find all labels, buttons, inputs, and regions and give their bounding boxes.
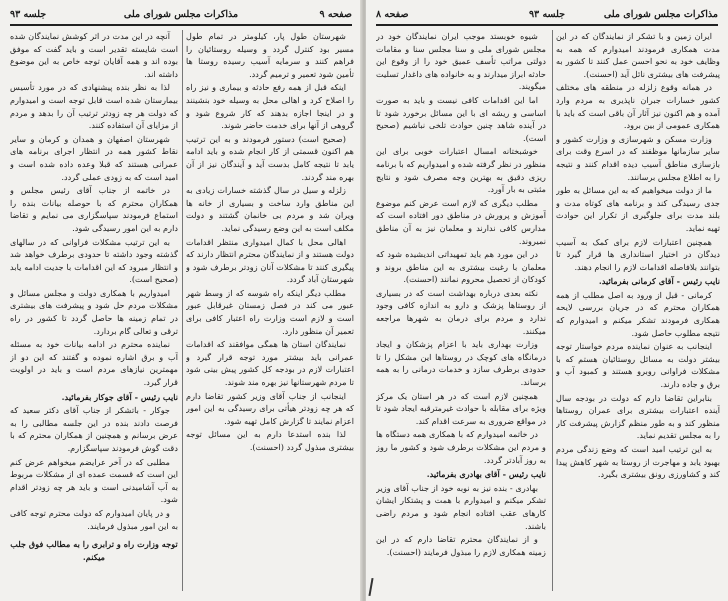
paragraph: آنچه در این مدت در اثر کوشش نمایندگان شده است شایسته تقدیر است و باید گفت که موفق بوده اند و همه آقایان توجه خاص به این موضوع داشته اند.	[10, 31, 178, 79]
paragraph: نمایندگان استان ها همگی موافقند که اقدامات عمرانی باید بیشتر مورد توجه قرار گیرد و اعتبارات لازم در بودجه کل کشور پیش بینی شود تا مردم شهرستانها نیز بهره مند شوند.	[186, 339, 354, 388]
left-page-number: صفحه ۹	[319, 9, 352, 20]
paragraph: جوکار - باتشکر از جناب آقای دکتر سعید که فرصت دادند بنده در این جلسه مطالبی را به عرض برسانم و همچنین از همکاران محترم که با دقت گوش فرمودند سپاسگزارم.	[10, 405, 178, 453]
paragraph: لذا به نظر بنده پیشنهادی که در مورد تأسیس بیمارستان شده است قابل توجه است و امیدوارم که دولت هر چه زودتر ترتیب آن را بدهد و مردم از مزایای آن استفاده کنند.	[10, 82, 178, 131]
paragraph: همچنین اعتبارات لازم برای کمک به آسیب دیدگان در اختیار استانداری ها قرار گیرد تا بتوانند بلافاصله اقدامات لازم را انجام دهند.	[556, 236, 720, 272]
left-page-title: مذاکرات مجلس شورای ملی	[123, 9, 239, 20]
right-page	[366, 0, 728, 601]
paragraph: نکته بعدی درباره بهداشت است که در بسیاری از روستاها پزشک و دارو به اندازه کافی وجود ندارد و مردم برای درمان به شهرها مراجعه میکنند.	[376, 287, 546, 336]
paragraph: وزارت مسکن و شهرسازی و وزارت کشور و سایر سازمانها موظفند که در اسرع وقت برای بازسازی مناطق آسیب دیده اقدام کنند و نتیجه را به اطلاع مجلس برسانند.	[556, 133, 720, 182]
paragraph: مطلبی که در آخر عرایضم میخواهم عرض کنم این است که قسمت عمده ای از مشکلات مربوط به آب آشامیدنی است و باید هر چه زودتر اقدام شود.	[10, 456, 178, 505]
paragraph: اهالی محل با کمال امیدواری منتظر اقدامات دولت هستند و از نمایندگان محترم انتظار دارند که پیگیری کنند تا مشکلات آنان زودتر برطرف شود و شهرستان آباد گردد.	[186, 236, 354, 285]
paragraph: شهرستان طول پار، کیلومتر در تمام طول مسیر بود کنترل گردد و وسیله روستائیان را فراهم کنند و سرمایه آسیب رسیده روستا ها تأمین شود تعمیر و ترمیم گردد.	[186, 31, 354, 79]
paragraph: و در پایان امیدوارم که دولت محترم توجه کافی به این امور مبذول فرمایند.	[10, 507, 178, 531]
paragraph: در این مورد هم باید تمهیداتی اندیشیده شود که معلمان با رغبت بیشتری به این مناطق بروند و کودکان از تحصیل محروم نمانند (احسنت).	[376, 249, 546, 285]
paragraph: شهرستان اصفهان و همدان و کرمان و سایر نقاط کشور همه در انتظار اجرای برنامه های عمرانی هستند که قبلا وعده داده شده است و امید است که به زودی عملی گردد.	[10, 133, 178, 182]
paragraph: لذا بنده استدعا دارم به این مسائل توجه بیشتری مبذول گردد (احسنت).	[186, 429, 354, 452]
paragraph: در خاتمه امیدوارم که با همکاری همه دستگاه ها و مردم این مشکلات برطرف شود و کشور ما روز به روز آبادتر گردد.	[376, 429, 546, 465]
paragraph: کرمانی - قبل از ورود به اصل مطلب از همه همکاران محترم که در جریان بررسی لایحه همکاری فرمودند تشکر میکنم و امیدوارم که نتیجه مطلوب حاصل شود.	[556, 289, 720, 338]
paragraph: و از نمایندگان محترم تقاضا دارم که در این زمینه همکاری لازم را مبذول فرمایند (احسنت).	[376, 534, 546, 557]
paragraph: به این ترتیب مشکلات فراوانی که در سالهای گذشته وجود داشته تا حدودی برطرف خواهد شد و انتظار میرود که این اقدامات با جدیت ادامه یابد (صحیح است).	[10, 236, 178, 285]
paragraph: همچنین لازم است که در هر استان یک مرکز ویژه برای مقابله با حوادث غیرمترقبه ایجاد شود تا در مواقع ضروری به سرعت اقدام کند.	[376, 390, 546, 426]
paragraph: بهادری - بنده نیز به نوبه خود از جناب آقای وزیر تشکر میکنم و امیدوارم با همت و پشتکار ایشان کارهای عقب افتاده انجام شود و مردم راضی باشند.	[376, 482, 546, 531]
paragraph: ایران زمین و با تشکر از نمایندگان که در این مدت همکاری فرمودند امیدوارم که همه به وظایف خود به نحو احسن عمل کنند تا کشور به پیشرفت های بیشتری نائل آید (احسنت).	[556, 31, 720, 79]
left-page-right-column	[186, 30, 354, 593]
paragraph: ما از دولت میخواهیم که به این مسائل به طور جدی رسیدگی کند و برنامه های کوتاه مدت و بلند مدت برای جلوگیری از تکرار این حوادث تهیه نماید.	[556, 185, 720, 233]
speaker-heading: نایب رئیس - آقای بهادری بفرمائید.	[426, 469, 546, 480]
paragraph: زلزله و سیل در سال گذشته خسارات زیادی به این مناطق وارد ساخت و بسیاری از خانه ها ویران شد و مردم بی خانمان گشتند و دولت مکلف است به این وضع رسیدگی نماید.	[186, 185, 354, 233]
pen-mark	[368, 578, 373, 596]
left-page	[0, 0, 362, 601]
right-page-column-rule	[552, 30, 553, 591]
left-page-column-rule	[182, 30, 183, 591]
page-footer-note: توجه وزارت راه و ترابری را به مطالب فوق جلب میکنم.	[10, 539, 178, 562]
paragraph: مطلب دیگر اینکه راه شوسه که از وسط شهر عبور می کند در فصل زمستان غیرقابل عبور است و لازم است وزارت راه اعتبار کافی برای تعمیر آن منظور دارد.	[186, 287, 354, 336]
right-page-header	[376, 8, 718, 26]
paragraph: در خاتمه از جناب آقای رئیس مجلس و همکاران محترم که با حوصله بیانات بنده را استماع فرمودند سپاسگزاری می نمایم و تقاضا دارم به این امور رسیدگی شود.	[10, 185, 178, 233]
paragraph: به این ترتیب امید است که وضع زندگی مردم بهبود یابد و مهاجرت از روستا به شهر کاهش پیدا کند و کشاورزی رونق بیشتری بگیرد.	[556, 444, 720, 480]
paragraph: اینکه قبل از همه رفع حادثه و بیماری و نیز راه را اصلاح کرد و اهالی محل به وسیله خود بنشینند و در اینجا اجازه بدهند که کار شروع شود و گروهی از آنها برای خدمت حاضر شوند.	[186, 82, 354, 131]
left-page-header	[10, 8, 352, 26]
paragraph: در همانه وقوع زلزله در منطقه های مختلف کشور خسارات جبران ناپذیری به مردم وارد آمده و هم اکنون نیز آثار آن باقی است که باید با همکاری عمومی از بین برود.	[556, 82, 720, 131]
left-page-left-column	[10, 30, 178, 593]
left-page-session: جلسه ۹۳	[10, 9, 47, 20]
paragraph: وزارت بهداری باید با اعزام پزشکان و ایجاد درمانگاه های کوچک در روستاها این مشکل را تا حدودی برطرف سازد و خدمات درمانی را به همه برساند.	[376, 339, 546, 388]
paragraph: اینجانب به عنوان نماینده مردم خواستار توجه بیشتر دولت به مسائل روستائیان هستم که با مشکلات فراوانی روبرو هستند و کمبود آب و برق و جاده دارند.	[556, 341, 720, 390]
paragraph: بنابراین تقاضا دارم که دولت در بودجه سال آینده اعتبارات بیشتری برای عمران روستاها منظور کند و به طور منظم گزارش پیشرفت کار را به مجلس تقدیم نماید.	[556, 392, 720, 441]
right-page-title: مذاکرات مجلس شورای ملی	[603, 9, 718, 20]
right-page-session: جلسه ۹۳	[528, 9, 566, 20]
paragraph: اینجانب از جناب آقای وزیر کشور تقاضا دارم که هر چه زودتر هیأتی برای رسیدگی به این امور اعزام نمایند تا گزارش کامل تهیه شود.	[186, 390, 354, 426]
paragraph: خوشبختانه امسال اعتبارات خوبی برای این منظور در نظر گرفته شده و امیدواریم که با برنامه ریزی دقیق به بهترین وجه مصرف شود و نتایج مثبتی به بار آورد.	[376, 146, 546, 195]
paragraph: اما این اقدامات کافی نیست و باید به صورت اساسی و ریشه ای با این مسائل برخورد شود تا در آینده شاهد چنین حوادث تلخی نباشیم (صحیح است).	[376, 94, 546, 143]
paragraph: نماینده محترم در ادامه بیانات خود به مسئله آب و برق اشاره نموده و گفتند که این دو از مهمترین نیازهای مردم است و باید در اولویت قرار گیرد.	[10, 339, 178, 388]
speaker-heading: نایب رئیس - آقای جوکار بفرمائید.	[61, 391, 178, 402]
right-page-right-column	[556, 30, 720, 593]
right-page-number: صفحه ۸	[376, 9, 409, 20]
paragraph: امیدواریم با همکاری دولت و مجلس مسائل و مشکلات مردم حل شود و پیشرفت های بیشتری در تمام زمینه ها حاصل گردد تا کشور در راه ترقی و تعالی گام بردارد.	[10, 287, 178, 336]
paragraph: مطلب دیگری که لازم است عرض کنم موضوع آموزش و پرورش در مناطق دور افتاده است که مدارس کافی ندارند و معلمان نیز به آن مناطق نمیروند.	[376, 197, 546, 246]
right-page-left-column	[376, 30, 546, 593]
paragraph: (صحیح است) دستور فرمودند و به این ترتیب هم اکنون قسمتی از کار انجام شده و باید ادامه یابد تا نتیجه کامل بدست آید و آیندگان نیز از آن بهره مند گردند.	[186, 133, 354, 182]
paragraph: شیوه خوبستد موجب ایران نمایندگان خود در مجلس شورای ملی و سنا مجلس سنا و مقامات دولتی مراتب تأسف عمیق خود را از وقوع این حادثه ابراز میدارند و به خانواده های داغدار تسلیت میگویند.	[376, 31, 546, 92]
speaker-heading: نایب رئیس - آقای کرمانی بفرمائید.	[598, 276, 720, 287]
